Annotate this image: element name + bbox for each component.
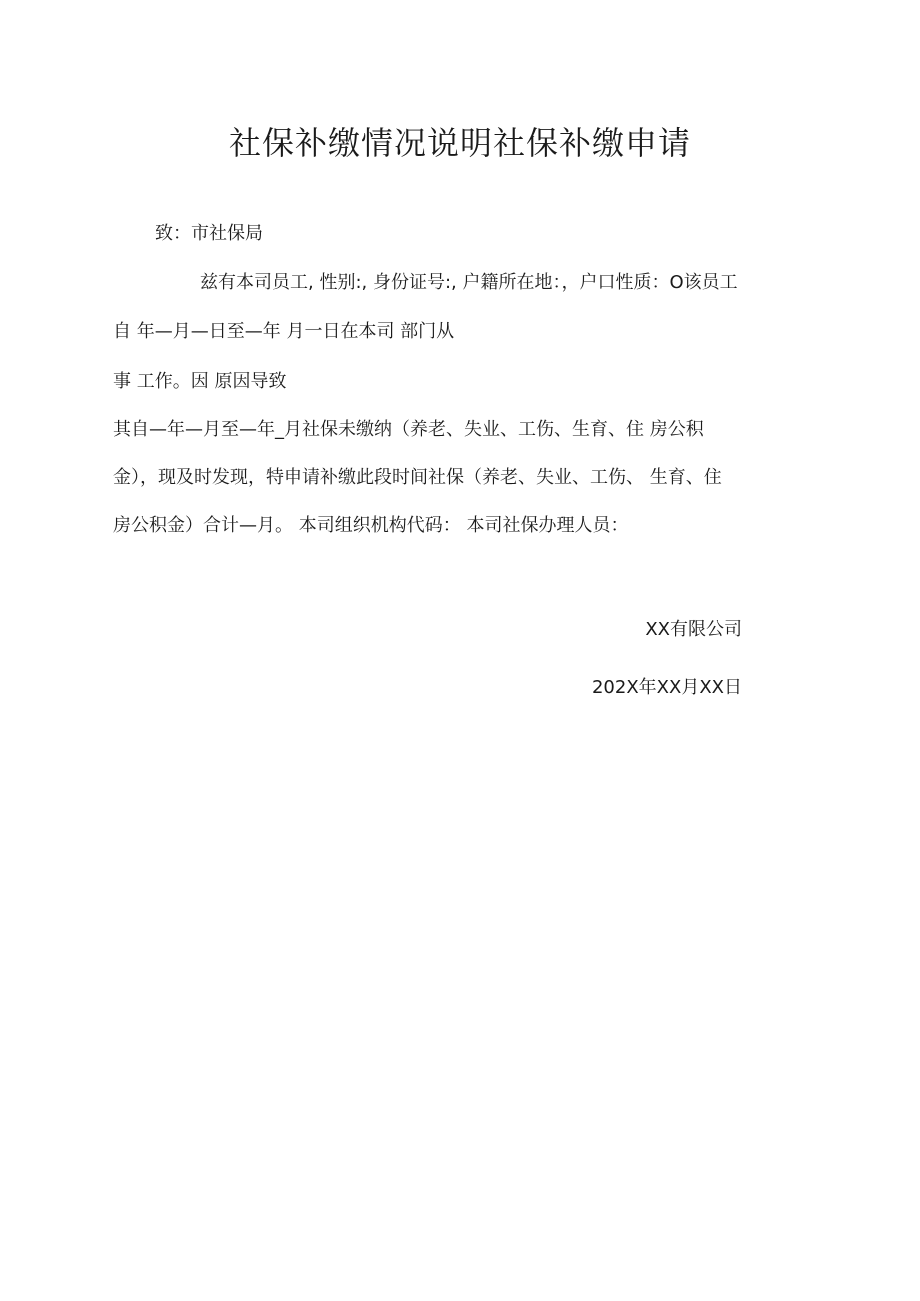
body-line-3: 事 工作。因 原因导致	[113, 371, 287, 392]
body-line-5: 金），现及时发现，特申请补缴此段时间社保（养老、失业、工伤、 生育、住	[113, 467, 722, 488]
body-line-2: 自 年—月—日至—年 月一日在本司 部门从	[113, 321, 455, 342]
signature-date: 202X年XX月XX日	[591, 677, 742, 698]
salutation: 致：市社保局	[155, 223, 263, 244]
body-line-1: 兹有本司员工, 性别:, 身份证号:, 户籍所在地：，户口性质：O该员工	[200, 272, 738, 293]
document-title: 社保补缴情况说明社保补缴申请	[228, 124, 691, 162]
signature-company: XX有限公司	[645, 619, 742, 640]
body-line-4: 其自—年—月至—年_月社保未缴纳（养老、失业、工伤、生育、住 房公积	[113, 419, 704, 440]
body-line-6: 房公积金）合计—月。 本司组织机构代码： 本司社保办理人员：	[113, 515, 629, 536]
